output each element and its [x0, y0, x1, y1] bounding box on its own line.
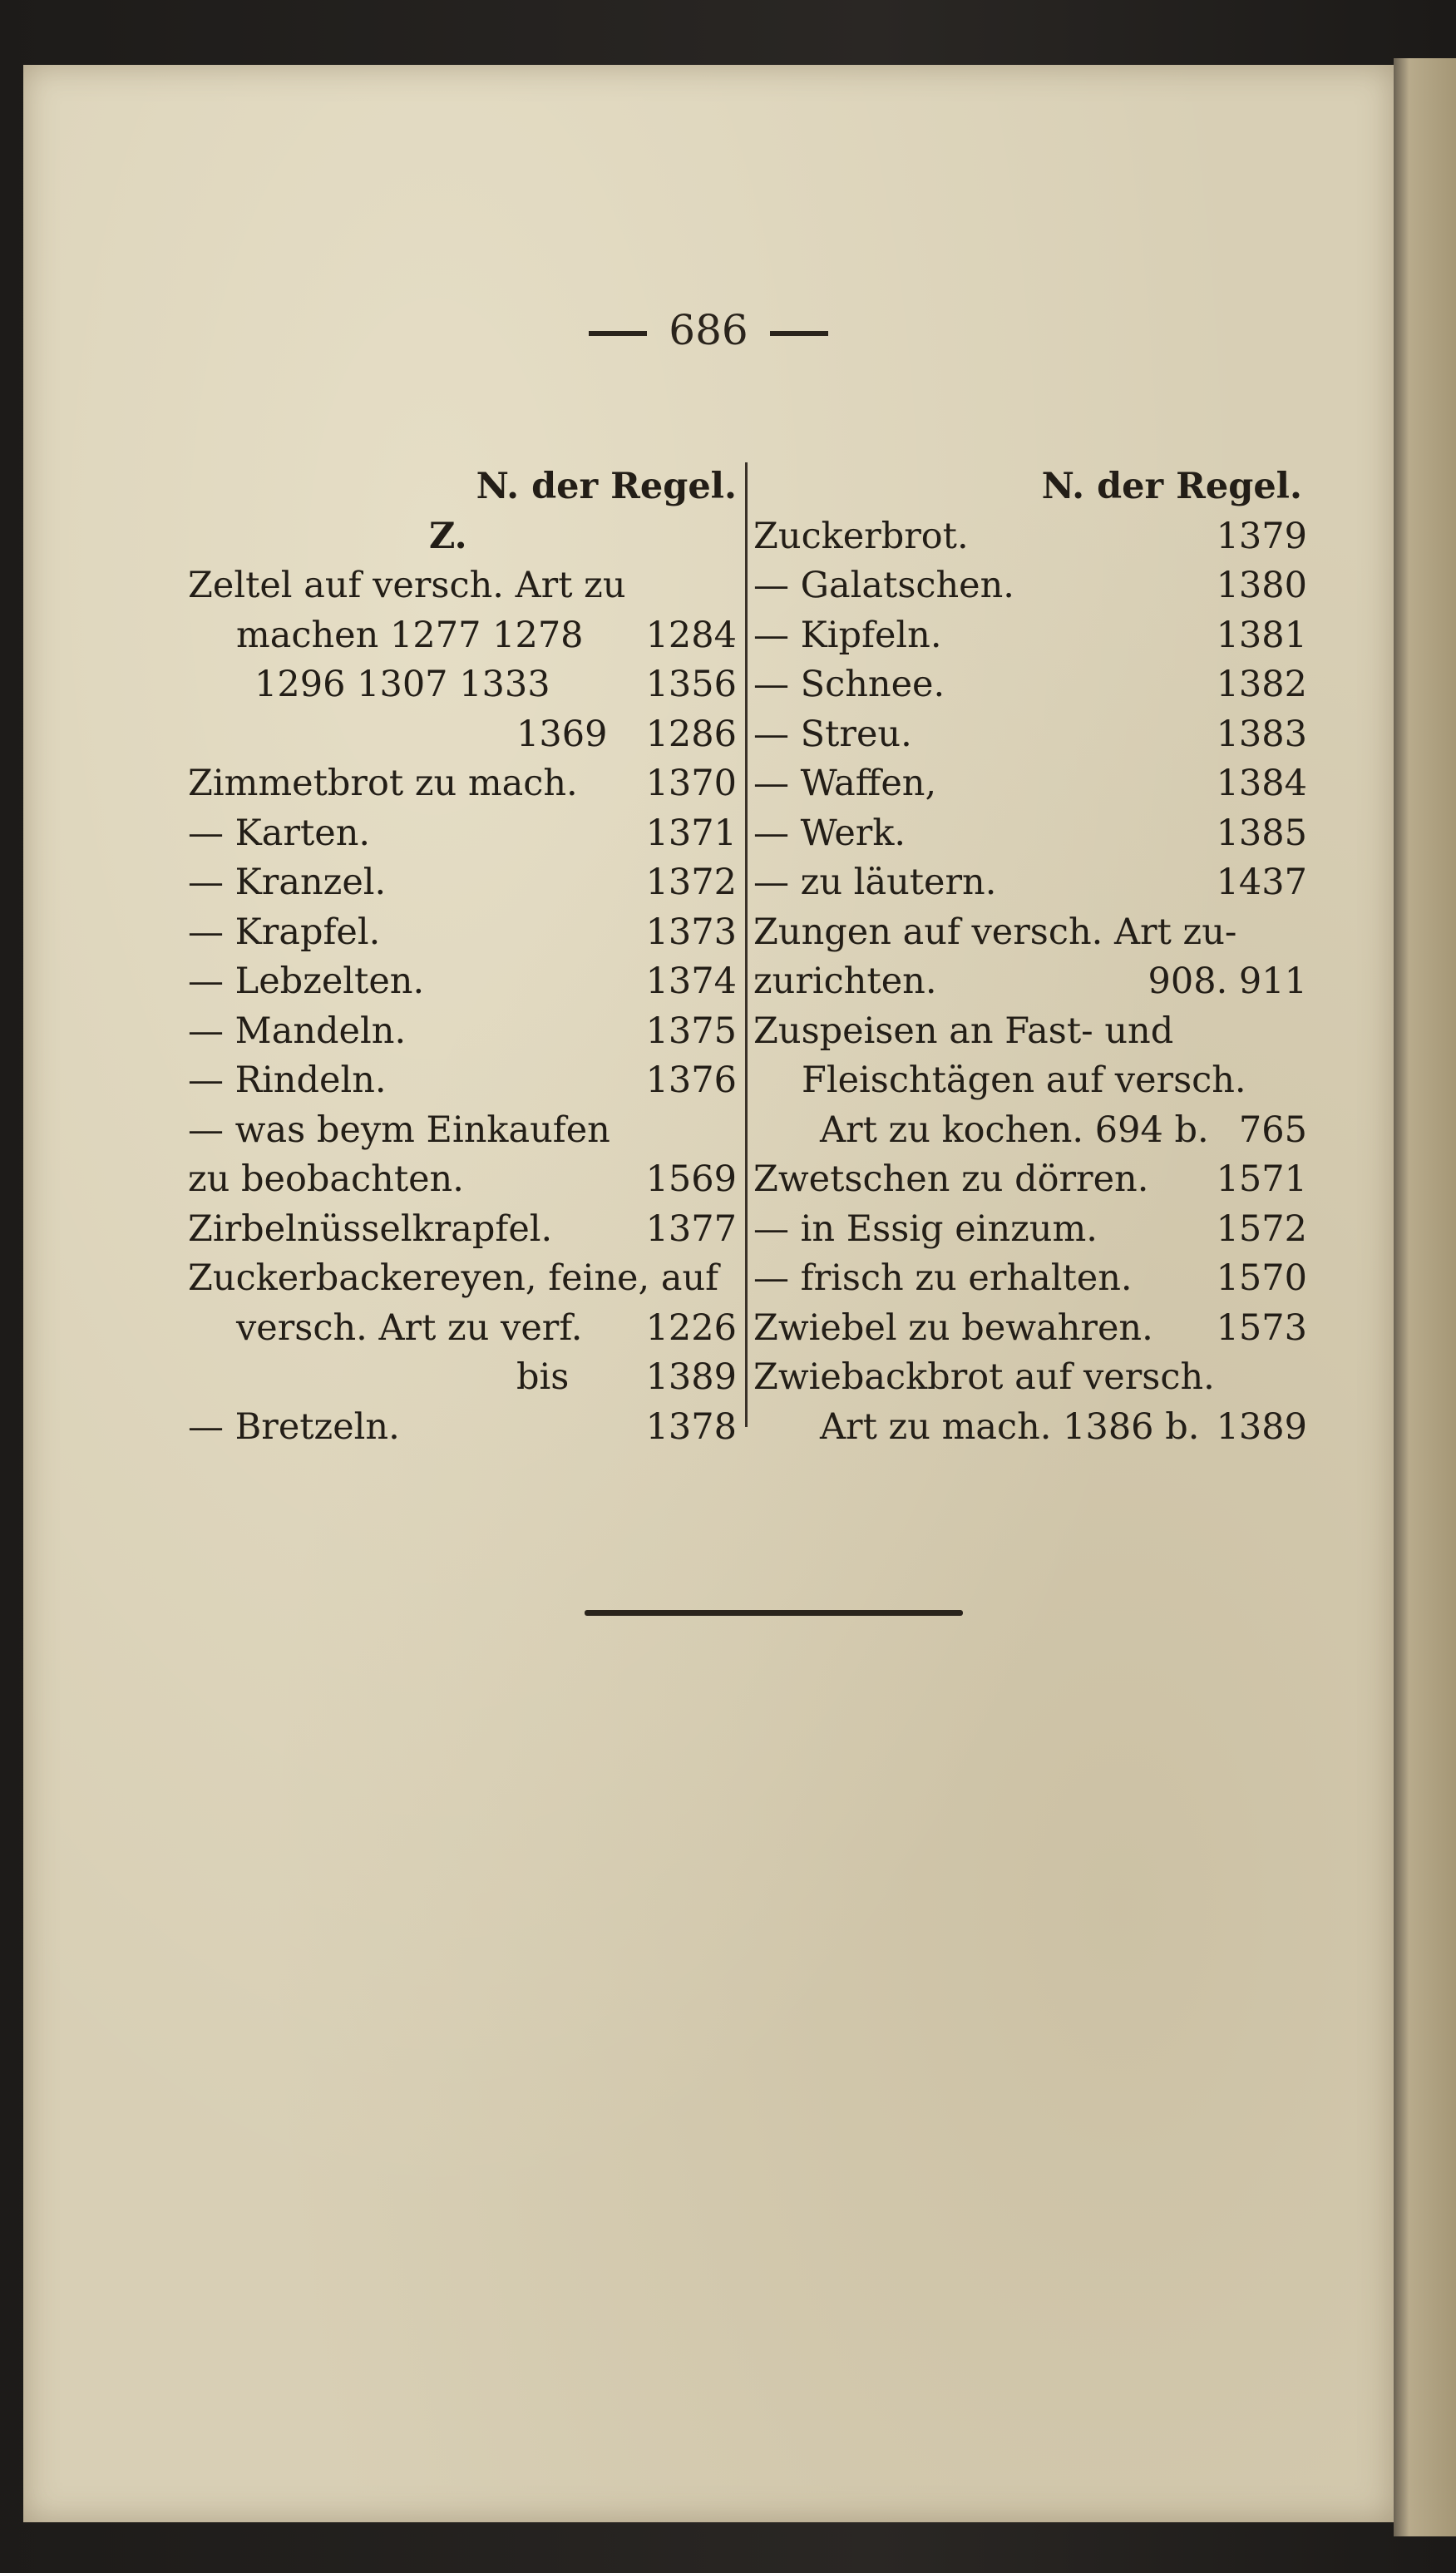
- index-entry: [188, 1155, 753, 1205]
- index-entry: [753, 561, 1319, 611]
- entry-rule-number: 1571: [1216, 1158, 1307, 1200]
- entry-text: Zungen auf versch. Art zu-: [753, 911, 1237, 953]
- entry-text: Zwiebel zu bewahren.: [753, 1306, 1153, 1349]
- entry-rule-number: 1381: [1216, 614, 1307, 656]
- entry-rule-number: 1374: [645, 961, 737, 1002]
- index-entry: [753, 1056, 1319, 1106]
- entry-text: Zimmetbrot zu mach.: [188, 763, 578, 804]
- column-divider: [745, 462, 748, 1427]
- entry-text: 1296 1307 1333: [254, 664, 550, 705]
- index-entry: [188, 561, 753, 611]
- entry-text: — Kranzel.: [188, 862, 387, 903]
- index-entry: [753, 1403, 1319, 1453]
- section-letter: Z.: [429, 515, 467, 557]
- index-entry: [753, 1205, 1319, 1255]
- index-entry: [753, 1353, 1319, 1403]
- left-column-header: N. der Regel.: [476, 466, 737, 507]
- entry-rule-number: 1286: [645, 713, 737, 755]
- entry-rule-number: 1572: [1216, 1207, 1307, 1250]
- index-entry: [753, 1155, 1319, 1205]
- entry-text: — Bretzeln.: [188, 1405, 400, 1448]
- entry-text: Zwiebackbrot auf versch.: [753, 1356, 1215, 1398]
- entry-text: Art zu mach. 1386 b.: [820, 1405, 1200, 1448]
- entry-text: — Rindeln.: [188, 1059, 387, 1101]
- entry-text: — Waffen,: [753, 763, 937, 804]
- index-entry: [188, 1106, 753, 1156]
- entry-text: Zirbelnüsselkrapfel.: [188, 1207, 553, 1250]
- entry-text: — Galatschen.: [753, 565, 1014, 606]
- entry-text: 1369: [516, 713, 608, 755]
- entry-text: — Streu.: [753, 713, 912, 755]
- entry-rule-number: 1375: [645, 1010, 737, 1052]
- index-entry: [753, 611, 1319, 661]
- index-entry: [188, 1007, 753, 1057]
- index-entry: [753, 759, 1319, 809]
- header-dash-left: [589, 331, 647, 336]
- index-entry: [753, 1007, 1319, 1057]
- entry-text: — Lebzelten.: [188, 961, 425, 1002]
- entry-text: — Schnee.: [753, 664, 945, 705]
- index-entry: [188, 809, 753, 859]
- index-entry: [188, 1304, 753, 1354]
- entry-rule-number: 1370: [645, 763, 737, 804]
- index-entry: [188, 1254, 753, 1304]
- entry-text: — in Essig einzum.: [753, 1207, 1098, 1250]
- header-dash-right: [770, 331, 828, 336]
- left-index-column: [188, 462, 753, 1452]
- entry-rule-number: 1378: [645, 1405, 737, 1448]
- entry-rule-number: 1573: [1216, 1306, 1307, 1349]
- entry-rule-number: 908. 911: [1148, 961, 1307, 1002]
- index-entry: [188, 1056, 753, 1106]
- index-entry: [188, 759, 753, 809]
- entry-rule-number: 1379: [1216, 515, 1307, 557]
- index-entry: [753, 1106, 1319, 1156]
- book-page: [23, 65, 1394, 2522]
- entry-text: Fleischtägen auf versch.: [802, 1059, 1246, 1101]
- index-entry: [188, 1353, 753, 1403]
- index-entry: [753, 957, 1319, 1007]
- index-entry: [753, 710, 1319, 760]
- entry-rule-number: 1376: [645, 1059, 737, 1101]
- index-entry: [188, 710, 753, 760]
- index-entry: [753, 512, 1319, 562]
- index-entry: [753, 809, 1319, 859]
- entry-rule-number: 1382: [1216, 664, 1307, 705]
- index-entry: [188, 858, 753, 908]
- entry-text: zurichten.: [753, 961, 937, 1002]
- entry-rule-number: 1371: [645, 812, 737, 854]
- entry-rule-number: 1570: [1216, 1257, 1307, 1299]
- entry-rule-number: 1383: [1216, 713, 1307, 755]
- entry-text: Art zu kochen. 694 b.: [820, 1109, 1209, 1151]
- index-entry: [188, 1403, 753, 1453]
- index-entry: [188, 1205, 753, 1255]
- entry-rule-number: 1385: [1216, 812, 1307, 854]
- entry-rule-number: 1373: [645, 911, 737, 953]
- entry-text: Zuspeisen an Fast- und: [753, 1010, 1174, 1052]
- entry-rule-number: 1356: [645, 664, 737, 705]
- entry-rule-number: 1389: [645, 1356, 737, 1398]
- page-header: [23, 306, 1394, 354]
- index-entry: [753, 908, 1319, 958]
- entry-text: — Krapfel.: [188, 911, 381, 953]
- entry-text: Zuckerbrot.: [753, 515, 969, 557]
- entry-text: — Mandeln.: [188, 1010, 407, 1052]
- index-entry: [753, 1254, 1319, 1304]
- right-index-column: [753, 462, 1319, 1452]
- index-entry: [188, 611, 753, 661]
- entry-text: — Karten.: [188, 812, 371, 854]
- entry-text: zu beobachten.: [188, 1158, 464, 1200]
- index-entry: [753, 660, 1319, 710]
- entry-text: versch. Art zu verf.: [236, 1306, 583, 1349]
- entry-rule-number: 1284: [645, 614, 737, 656]
- entry-text: bis: [516, 1356, 570, 1398]
- entry-rule-number: 1226: [645, 1306, 737, 1349]
- entry-rule-number: 1377: [645, 1207, 737, 1250]
- entry-text: machen 1277 1278: [236, 614, 584, 656]
- index-entry: [188, 957, 753, 1007]
- index-entry: [188, 660, 753, 710]
- entry-text: — frisch zu erhalten.: [753, 1257, 1133, 1299]
- entry-rule-number: 1372: [645, 862, 737, 903]
- entry-text: — was beym Einkaufen: [188, 1109, 610, 1151]
- index-entry: [753, 858, 1319, 908]
- adjacent-page-edge: [1394, 58, 1456, 2536]
- entry-rule-number: 1389: [1216, 1405, 1307, 1448]
- entry-text: Zwetschen zu dörren.: [753, 1158, 1149, 1200]
- entry-rule-number: 1569: [645, 1158, 737, 1200]
- entry-rule-number: 765: [1238, 1109, 1307, 1151]
- index-entry: [188, 908, 753, 958]
- index-entry: [753, 1304, 1319, 1354]
- end-rule: [585, 1610, 963, 1616]
- entry-rule-number: 1437: [1216, 862, 1307, 903]
- entry-text: — zu läutern.: [753, 862, 997, 903]
- entry-text: — Kipfeln.: [753, 614, 942, 656]
- entry-text: Zeltel auf versch. Art zu: [188, 565, 626, 606]
- entry-text: — Werk.: [753, 812, 906, 854]
- right-column-header: N. der Regel.: [1041, 466, 1302, 507]
- entry-text: Zuckerbackereyen, feine, auf: [188, 1257, 719, 1299]
- entry-rule-number: 1380: [1216, 565, 1307, 606]
- page-number: 686: [669, 306, 748, 354]
- entry-rule-number: 1384: [1216, 763, 1307, 804]
